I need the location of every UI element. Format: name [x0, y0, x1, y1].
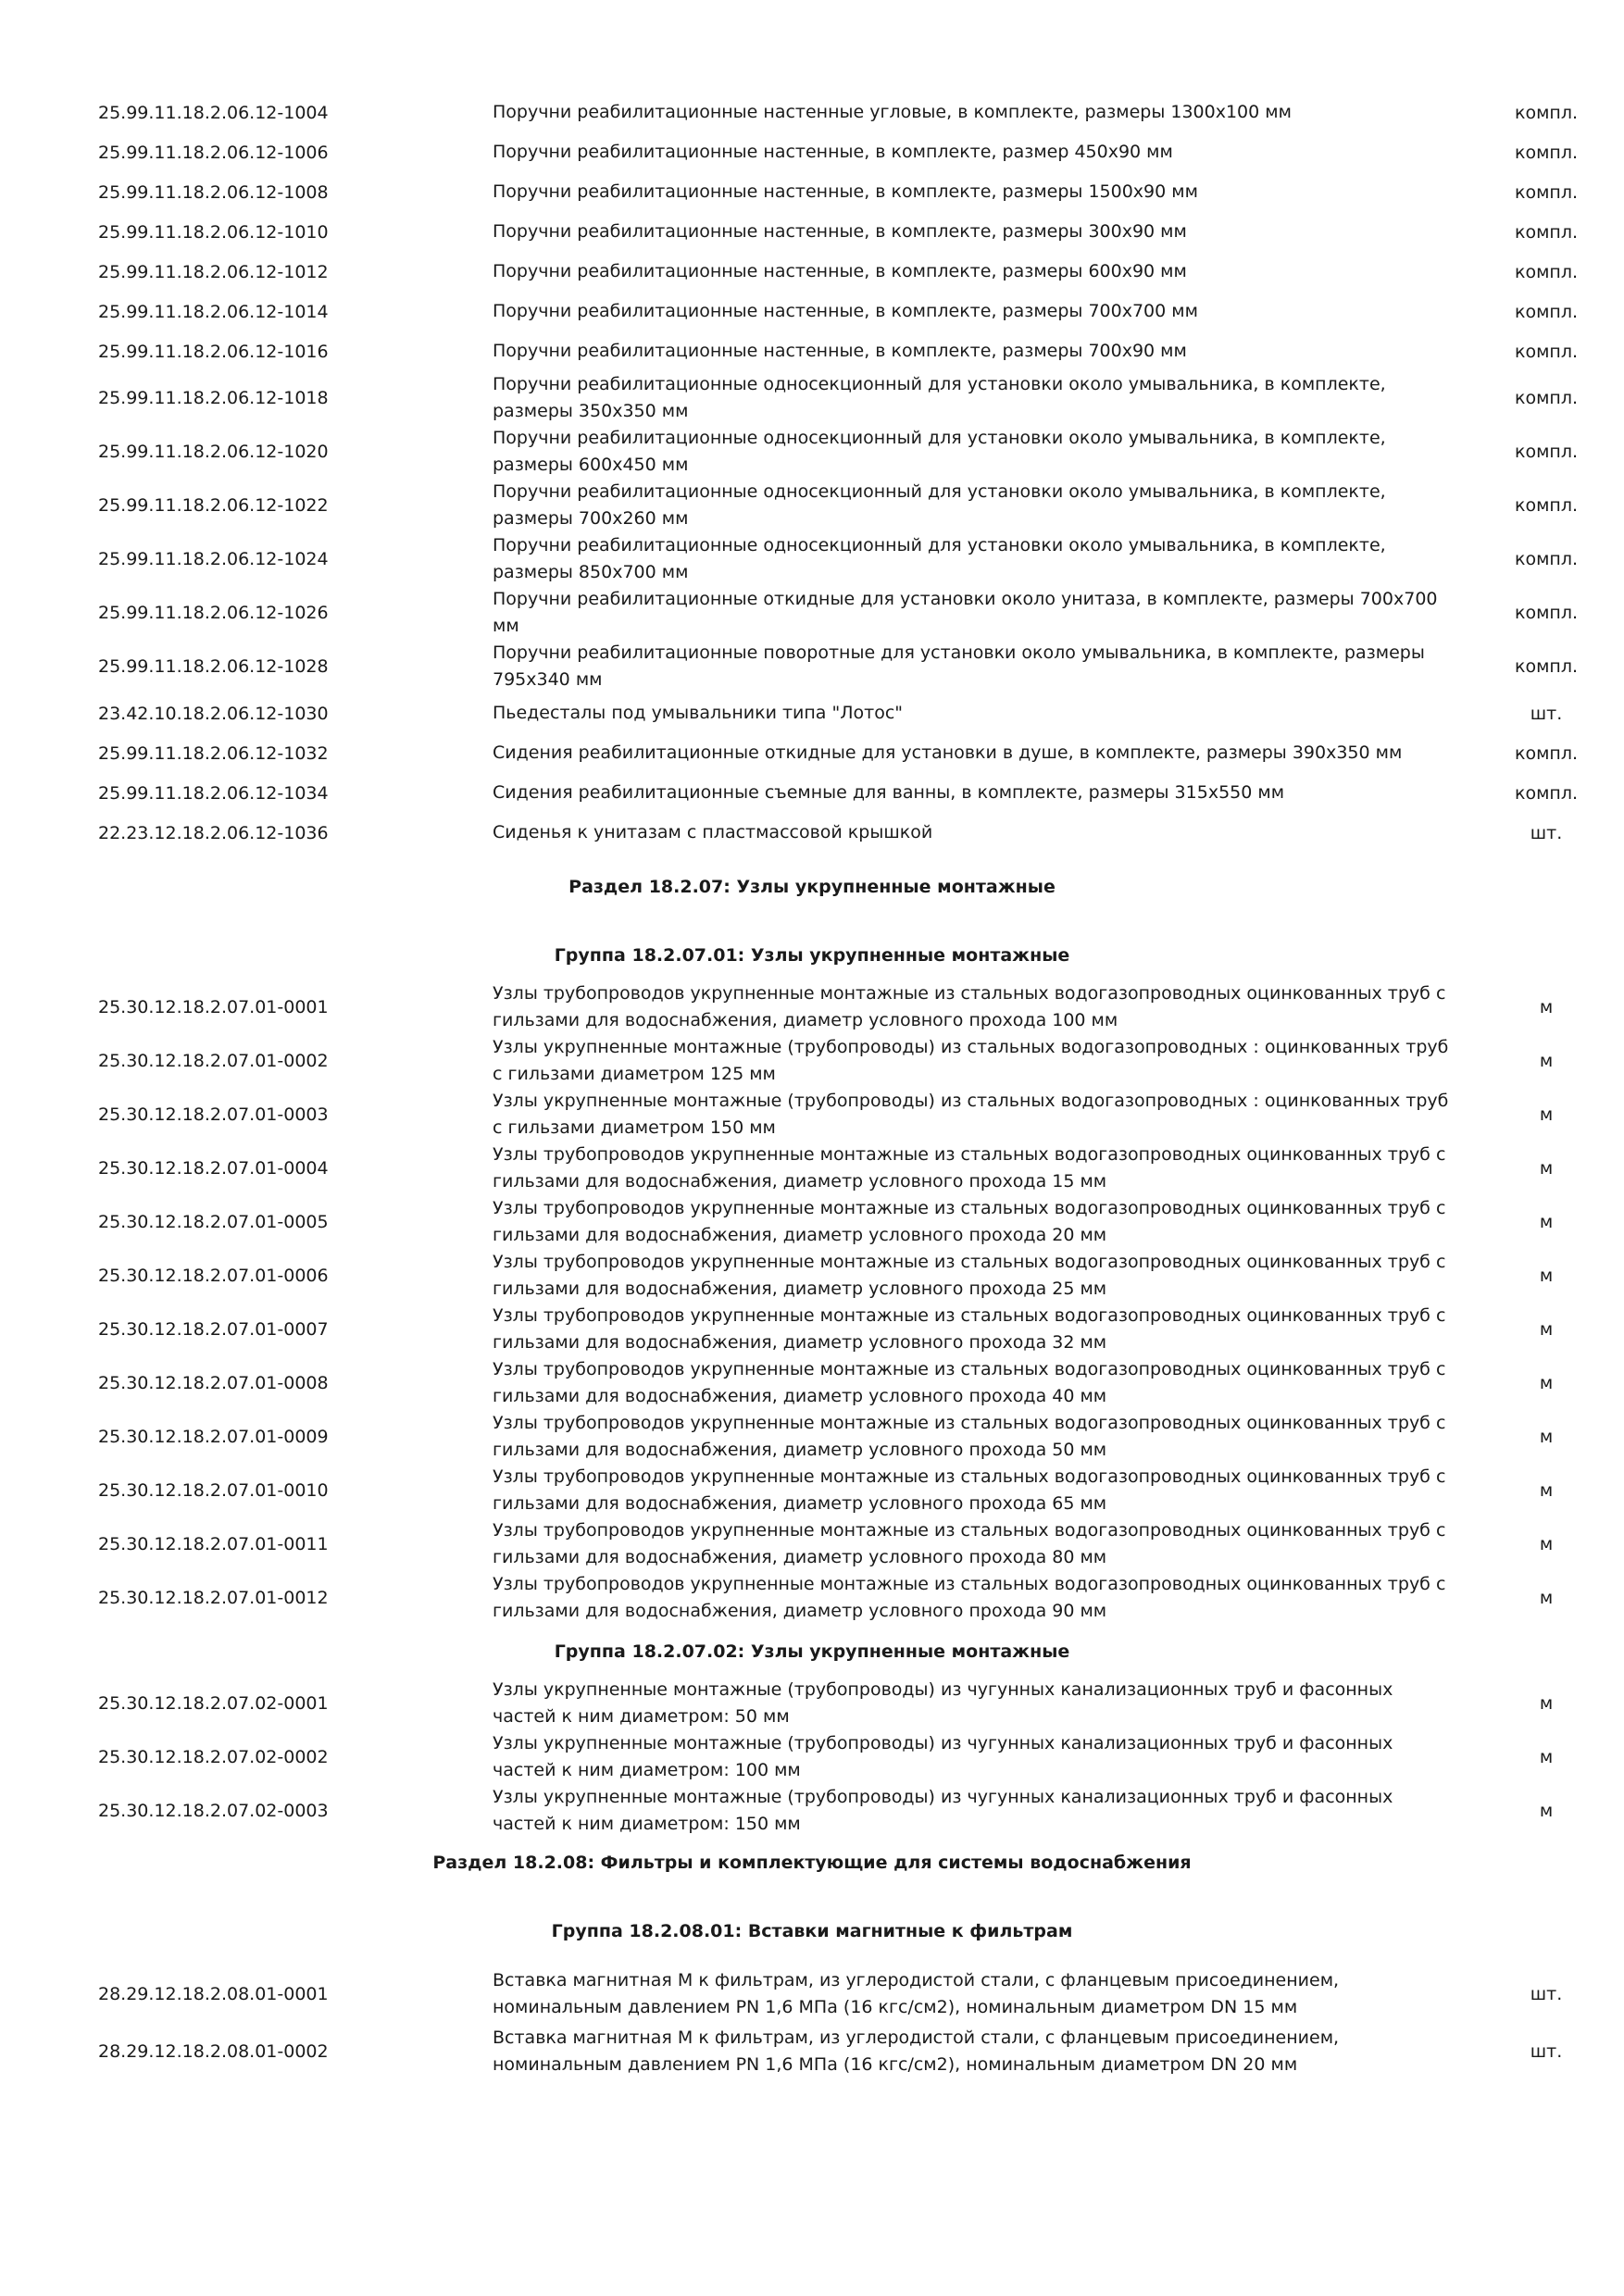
row-code: 25.99.11.18.2.06.12-1032	[98, 742, 329, 764]
group-heading-18-2-07-02: Группа 18.2.07.02: Узлы укрупненные монтажные	[554, 1641, 1070, 1662]
row-unit: м	[1539, 1158, 1554, 1179]
row-description: Сидения реабилитационные съемные для ванны, в комплекте, размеры 315х550 мм	[493, 782, 1285, 803]
row-description: Узлы трубопроводов укрупненные монтажные из стальных водогазопроводных оцинкованных труб с гильзами для водоснабжения, диаметр условного прохода 100 мм	[493, 983, 1446, 1030]
row-unit: шт.	[1530, 2041, 1563, 2062]
table-row	[0, 1730, 1624, 1784]
row-code: 25.99.11.18.2.06.12-1014	[98, 301, 329, 322]
row-code: 28.29.12.18.2.08.01-0001	[98, 1984, 329, 2004]
row-unit: компл.	[1514, 495, 1579, 516]
row-description: Сидения реабилитационные откидные для установки в душе, в комплекте, размеры 390х350 мм	[493, 742, 1403, 763]
row-unit: шт.	[1530, 822, 1563, 843]
row-unit: м	[1539, 1051, 1554, 1071]
row-code: 25.99.11.18.2.06.12-1018	[98, 388, 329, 408]
table-row	[0, 813, 1624, 853]
row-description: Поручни реабилитационные односекционный для установки около умывальника, в комплекте, размеры 350х350 мм	[493, 374, 1386, 421]
row-code: 25.30.12.18.2.07.01-0001	[98, 997, 329, 1017]
row-description: Поручни реабилитационные настенные, в комплекте, размеры 700х90 мм	[493, 341, 1187, 361]
row-description: Узлы трубопроводов укрупненные монтажные из стальных водогазопроводных оцинкованных труб с гильзами для водоснабжения, диаметр условного прохода 25 мм	[493, 1252, 1446, 1299]
row-unit: компл.	[1514, 742, 1579, 764]
row-unit: компл.	[1514, 656, 1579, 677]
row-unit: шт.	[1530, 703, 1563, 724]
row-code: 25.30.12.18.2.07.01-0007	[98, 1319, 329, 1340]
table-block-18-2-07-01	[0, 980, 1624, 1625]
row-description: Поручни реабилитационные откидные для установки около унитаза, в комплекте, размеры 700х700 мм	[493, 589, 1438, 636]
table-row	[0, 1677, 1624, 1730]
row-description: Узлы укрупненные монтажные (трубопроводы) из чугунных канализационных труб и фасонных частей к ним диаметром: 100 мм	[493, 1733, 1393, 1780]
row-description: Узлы трубопроводов укрупненные монтажные из стальных водогазопроводных оцинкованных труб с гильзами для водоснабжения, диаметр условного прохода 90 мм	[493, 1574, 1446, 1621]
row-description: Вставка магнитная М к фильтрам, из углеродистой стали, с фланцевым присоединением, номинальным давлением PN 1,6 МПа (16 кгс/см2), номинальным диаметром DN 15 мм	[493, 1970, 1340, 2017]
row-unit: компл.	[1514, 221, 1579, 243]
table-row	[0, 693, 1624, 733]
table-block-18-2-08-01	[0, 1965, 1624, 2080]
table-row	[0, 532, 1624, 586]
row-code: 22.23.12.18.2.06.12-1036	[98, 822, 329, 843]
row-code: 25.30.12.18.2.07.02-0002	[98, 1747, 329, 1767]
table-row	[0, 1571, 1624, 1625]
row-code: 25.99.11.18.2.06.12-1024	[98, 549, 329, 569]
section-heading-18-2-07: Раздел 18.2.07: Узлы укрупненные монтажные	[568, 877, 1056, 897]
row-code: 25.99.11.18.2.06.12-1034	[98, 782, 329, 804]
table-row	[0, 1195, 1624, 1249]
row-description: Узлы трубопроводов укрупненные монтажные из стальных водогазопроводных оцинкованных труб с гильзами для водоснабжения, диаметр условного прохода 40 мм	[493, 1359, 1446, 1406]
table-block-18-2-06-12	[0, 93, 1624, 853]
row-unit: м	[1539, 1747, 1554, 1767]
table-row	[0, 1356, 1624, 1410]
table-row	[0, 371, 1624, 425]
row-code: 25.30.12.18.2.07.01-0010	[98, 1480, 329, 1501]
row-code: 25.99.11.18.2.06.12-1010	[98, 221, 329, 243]
row-unit: компл.	[1514, 181, 1579, 203]
row-code: 25.99.11.18.2.06.12-1016	[98, 341, 329, 362]
row-description: Поручни реабилитационные односекционный для установки около умывальника, в комплекте, размеры 700х260 мм	[493, 481, 1386, 529]
table-row	[0, 1965, 1624, 2023]
table-row	[0, 733, 1624, 773]
table-row	[0, 1464, 1624, 1517]
table-row	[0, 1303, 1624, 1356]
row-description: Поручни реабилитационные настенные, в комплекте, размер 450х90 мм	[493, 142, 1173, 162]
row-description: Поручни реабилитационные настенные, в комплекте, размеры 700х700 мм	[493, 301, 1198, 321]
row-description: Узлы трубопроводов укрупненные монтажные из стальных водогазопроводных оцинкованных труб с гильзами для водоснабжения, диаметр условного прохода 50 мм	[493, 1413, 1446, 1460]
row-unit: компл.	[1514, 142, 1579, 163]
table-row	[0, 172, 1624, 212]
row-description: Узлы укрупненные монтажные (трубопроводы) из стальных водогазопроводных : оцинкованных труб с гильзами диаметром 150 мм	[493, 1091, 1449, 1138]
table-row	[0, 773, 1624, 813]
row-code: 23.42.10.18.2.06.12-1030	[98, 703, 329, 724]
row-unit: м	[1539, 1373, 1554, 1393]
row-code: 25.30.12.18.2.07.01-0008	[98, 1373, 329, 1393]
table-row	[0, 1142, 1624, 1195]
row-unit: м	[1539, 1427, 1554, 1447]
row-unit: м	[1539, 1266, 1554, 1286]
row-code: 25.30.12.18.2.07.02-0001	[98, 1693, 329, 1714]
row-unit: м	[1539, 1212, 1554, 1232]
row-unit: м	[1539, 1801, 1554, 1821]
row-description: Узлы укрупненные монтажные (трубопроводы) из стальных водогазопроводных : оцинкованных труб с гильзами диаметром 125 мм	[493, 1037, 1449, 1084]
table-row	[0, 425, 1624, 479]
group-heading-18-2-08-01: Группа 18.2.08.01: Вставки магнитные к фильтрам	[551, 1921, 1073, 1941]
row-code: 25.30.12.18.2.07.01-0002	[98, 1051, 329, 1071]
row-code: 25.30.12.18.2.07.01-0009	[98, 1427, 329, 1447]
table-row	[0, 212, 1624, 252]
row-code: 25.99.11.18.2.06.12-1012	[98, 261, 329, 282]
row-unit: компл.	[1514, 102, 1579, 123]
row-unit: м	[1539, 1480, 1554, 1501]
row-description: Узлы трубопроводов укрупненные монтажные из стальных водогазопроводных оцинкованных труб с гильзами для водоснабжения, диаметр условного прохода 65 мм	[493, 1466, 1446, 1514]
row-code: 25.99.11.18.2.06.12-1026	[98, 603, 329, 623]
row-unit: компл.	[1514, 442, 1579, 462]
row-unit: м	[1539, 1319, 1554, 1340]
document-page	[0, 93, 1624, 2080]
table-row	[0, 331, 1624, 371]
row-code: 25.30.12.18.2.07.01-0003	[98, 1104, 329, 1125]
row-unit: компл.	[1514, 341, 1579, 362]
table-row	[0, 2023, 1624, 2080]
row-code: 25.99.11.18.2.06.12-1006	[98, 142, 329, 163]
row-description: Поручни реабилитационные настенные, в комплекте, размеры 600х90 мм	[493, 261, 1187, 281]
row-description: Поручни реабилитационные настенные угловые, в комплекте, размеры 1300х100 мм	[493, 102, 1292, 122]
row-description: Пьедесталы под умывальники типа "Лотос"	[493, 703, 904, 723]
row-description: Вставка магнитная М к фильтрам, из углеродистой стали, с фланцевым присоединением, номинальным давлением PN 1,6 МПа (16 кгс/см2), номинальным диаметром DN 20 мм	[493, 2028, 1340, 2075]
row-unit: компл.	[1514, 603, 1579, 623]
row-description: Узлы трубопроводов укрупненные монтажные из стальных водогазопроводных оцинкованных труб с гильзами для водоснабжения, диаметр условного прохода 80 мм	[493, 1520, 1446, 1567]
table-row	[0, 1784, 1624, 1838]
table-row	[0, 980, 1624, 1034]
table-row	[0, 1410, 1624, 1464]
table-row	[0, 132, 1624, 172]
row-code: 25.99.11.18.2.06.12-1028	[98, 656, 329, 677]
row-code: 25.30.12.18.2.07.01-0011	[98, 1534, 329, 1554]
row-unit: м	[1539, 1104, 1554, 1125]
table-row	[0, 1517, 1624, 1571]
row-description: Поручни реабилитационные односекционный для установки около умывальника, в комплекте, размеры 600х450 мм	[493, 428, 1386, 475]
table-row	[0, 1249, 1624, 1303]
section-heading-18-2-08: Раздел 18.2.08: Фильтры и комплектующие для системы водоснабжения	[432, 1853, 1192, 1873]
row-code: 25.30.12.18.2.07.01-0004	[98, 1158, 329, 1179]
row-code: 25.99.11.18.2.06.12-1004	[98, 102, 329, 123]
table-block-18-2-07-02	[0, 1677, 1624, 1838]
row-unit: компл.	[1514, 549, 1579, 569]
table-row	[0, 1034, 1624, 1088]
row-code: 25.30.12.18.2.07.02-0003	[98, 1801, 329, 1821]
table-row	[0, 292, 1624, 331]
row-unit: компл.	[1514, 261, 1579, 282]
row-code: 28.29.12.18.2.08.01-0002	[98, 2041, 329, 2062]
row-code: 25.30.12.18.2.07.01-0006	[98, 1266, 329, 1286]
row-unit: компл.	[1514, 388, 1579, 408]
row-unit: м	[1539, 1693, 1554, 1714]
row-description: Поручни реабилитационные настенные, в комплекте, размеры 1500х90 мм	[493, 181, 1198, 202]
row-description: Поручни реабилитационные поворотные для установки около умывальника, в комплекте, размеры 795х340 мм	[493, 643, 1425, 690]
table-row	[0, 252, 1624, 292]
row-unit: м	[1539, 1534, 1554, 1554]
row-code: 25.99.11.18.2.06.12-1008	[98, 181, 329, 203]
row-code: 25.30.12.18.2.07.01-0005	[98, 1212, 329, 1232]
row-description: Поручни реабилитационные односекционный для установки около умывальника, в комплекте, размеры 850х700 мм	[493, 535, 1386, 582]
group-heading-18-2-07-01: Группа 18.2.07.01: Узлы укрупненные монтажные	[554, 945, 1070, 966]
row-description: Узлы трубопроводов укрупненные монтажные из стальных водогазопроводных оцинкованных труб с гильзами для водоснабжения, диаметр условного прохода 20 мм	[493, 1198, 1446, 1245]
table-row	[0, 479, 1624, 532]
table-row	[0, 93, 1624, 132]
table-row	[0, 586, 1624, 640]
row-unit: компл.	[1514, 301, 1579, 322]
row-code: 25.30.12.18.2.07.01-0012	[98, 1588, 329, 1608]
row-description: Поручни реабилитационные настенные, в комплекте, размеры 300х90 мм	[493, 221, 1187, 242]
row-code: 25.99.11.18.2.06.12-1020	[98, 442, 329, 462]
row-description: Узлы трубопроводов укрупненные монтажные из стальных водогазопроводных оцинкованных труб с гильзами для водоснабжения, диаметр условного прохода 32 мм	[493, 1305, 1446, 1353]
row-description: Узлы укрупненные монтажные (трубопроводы) из чугунных канализационных труб и фасонных частей к ним диаметром: 150 мм	[493, 1787, 1393, 1834]
row-unit: шт.	[1530, 1984, 1563, 2004]
row-unit: м	[1539, 1588, 1554, 1608]
row-description: Узлы укрупненные монтажные (трубопроводы) из чугунных канализационных труб и фасонных частей к ним диаметром: 50 мм	[493, 1679, 1393, 1727]
row-description: Узлы трубопроводов укрупненные монтажные из стальных водогазопроводных оцинкованных труб с гильзами для водоснабжения, диаметр условного прохода 15 мм	[493, 1144, 1446, 1192]
row-code: 25.99.11.18.2.06.12-1022	[98, 495, 329, 516]
row-unit: м	[1539, 997, 1554, 1017]
table-row	[0, 640, 1624, 693]
row-unit: компл.	[1514, 782, 1579, 804]
table-row	[0, 1088, 1624, 1142]
row-description: Сиденья к унитазам с пластмассовой крышкой	[493, 822, 933, 842]
